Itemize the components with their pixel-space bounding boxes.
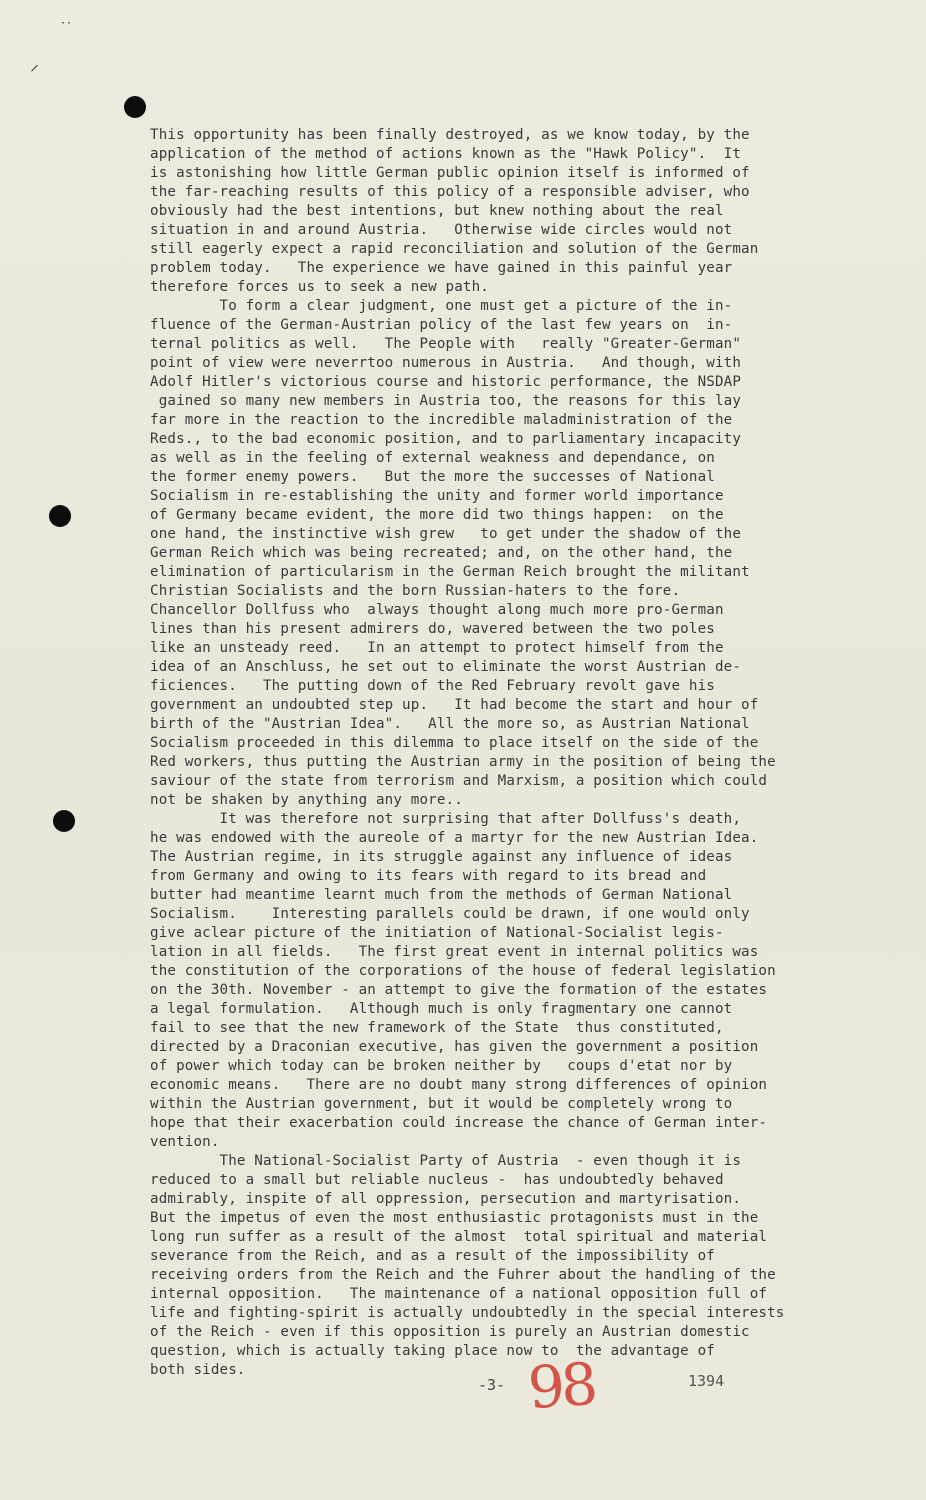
text-line: birth of the "Austrian Idea". All the more so, as Austrian National — [150, 716, 750, 732]
text-line: Adolf Hitler's victorious course and historic performance, the NSDAP — [150, 374, 742, 390]
text-line: Reds., to the bad economic position, and to parliamentary incapacity — [150, 431, 742, 447]
text-line: both sides. — [150, 1362, 246, 1378]
text-line: Socialism proceeded in this dilemma to place itself on the side of the — [150, 735, 759, 751]
text-line: application of the method of actions known as the "Hawk Policy". It — [150, 146, 742, 162]
text-line: long run suffer as a result of the almost total spiritual and material — [150, 1229, 768, 1245]
text-line: Christian Socialists and the born Russian-haters to the fore. — [150, 583, 681, 599]
text-line: Socialism. Interesting parallels could be drawn, if one would only — [150, 906, 750, 922]
text-line: lation in all fields. The first great event in internal politics was — [150, 944, 759, 960]
text-line: The National-Socialist Party of Austria - even though it is — [150, 1153, 742, 1169]
text-line: Red workers, thus putting the Austrian army in the position of being the — [150, 754, 776, 770]
text-line: idea of an Anschluss, he set out to eliminate the worst Austrian de- — [150, 659, 742, 675]
text-line: a legal formulation. Although much is only fragmentary one cannot — [150, 1001, 733, 1017]
page-number: -3- — [478, 1376, 506, 1394]
text-line: question, which is actually taking place now to the advantage of — [150, 1343, 715, 1359]
text-line: as well as in the feeling of external weakness and dependance, on — [150, 450, 715, 466]
text-line: directed by a Draconian executive, has given the government a position — [150, 1039, 759, 1055]
text-line: fluence of the German-Austrian policy of the last few years on in- — [150, 317, 733, 333]
text-line: problem today. The experience we have gained in this painful year — [150, 260, 733, 276]
stamp-number: 1394 — [688, 1372, 725, 1390]
text-line: admirably, inspite of all oppression, persecution and martyrisation. — [150, 1191, 742, 1207]
text-line: fail to see that the new framework of the State thus constituted, — [150, 1020, 724, 1036]
punch-hole-top — [124, 96, 146, 118]
text-line: It was therefore not surprising that after Dollfuss's death, — [150, 811, 742, 827]
text-line: saviour of the state from terrorism and Marxism, a position which could — [150, 773, 768, 789]
text-line: economic means. There are no doubt many strong differences of opinion — [150, 1077, 768, 1093]
text-line: To form a clear judgment, one must get a picture of the in- — [150, 298, 733, 314]
text-line: of Germany became evident, the more did two things happen: on the — [150, 507, 724, 523]
text-line: butter had meantime learnt much from the methods of German National — [150, 887, 733, 903]
text-line: Socialism in re-establishing the unity and former world importance — [150, 488, 724, 504]
text-line: the far-reaching results of this policy of a responsible adviser, who — [150, 184, 750, 200]
text-line: obviously had the best intentions, but knew nothing about the real — [150, 203, 724, 219]
text-line: reduced to a small but reliable nucleus - has undoubtedly behaved — [150, 1172, 724, 1188]
handwritten-folio-number: 98 — [525, 1349, 597, 1423]
text-line: The Austrian regime, in its struggle against any influence of ideas — [150, 849, 733, 865]
text-line: This opportunity has been finally destroyed, as we know today, by the — [150, 127, 750, 143]
document-body — [150, 126, 870, 1380]
text-line: not be shaken by anything any more.. — [150, 792, 463, 808]
text-line: receiving orders from the Reich and the Fuhrer about the handling of the — [150, 1267, 776, 1283]
text-line: of the Reich - even if this opposition is purely an Austrian domestic — [150, 1324, 750, 1340]
text-line: point of view were neverrtoo numerous in Austria. And though, with — [150, 355, 742, 371]
text-line: still eagerly expect a rapid reconciliation and solution of the German — [150, 241, 759, 257]
text-line: life and fighting-spirit is actually undoubtedly in the special interests — [150, 1305, 785, 1321]
text-line: German Reich which was being recreated; and, on the other hand, the — [150, 545, 733, 561]
text-line: internal opposition. The maintenance of a national opposition full of — [150, 1286, 768, 1302]
text-line: vention. — [150, 1134, 220, 1150]
text-line: lines than his present admirers do, wavered between the two poles — [150, 621, 715, 637]
text-line: the former enemy powers. But the more the successes of National — [150, 469, 715, 485]
corner-dots-icon: ·· — [60, 18, 73, 29]
text-line: elimination of particularism in the German Reich brought the militant — [150, 564, 750, 580]
text-line: from Germany and owing to its fears with regard to its bread and — [150, 868, 707, 884]
text-line: ternal politics as well. The People with really "Greater-German" — [150, 336, 742, 352]
text-line: the constitution of the corporations of the house of federal legislation — [150, 963, 776, 979]
text-line: on the 30th. November - an attempt to give the formation of the estates — [150, 982, 768, 998]
text-line: far more in the reaction to the incredible maladministration of the — [150, 412, 733, 428]
text-line: he was endowed with the aureole of a martyr for the new Austrian Idea. — [150, 830, 759, 846]
text-line: therefore forces us to seek a new path. — [150, 279, 489, 295]
text-line: But the impetus of even the most enthusiastic protagonists must in the — [150, 1210, 759, 1226]
text-line: hope that their exacerbation could increase the chance of German inter- — [150, 1115, 768, 1131]
text-line: one hand, the instinctive wish grew to get under the shadow of the — [150, 526, 742, 542]
corner-mark-icon: ⸝ — [30, 54, 39, 75]
text-line: severance from the Reich, and as a result of the impossibility of — [150, 1248, 715, 1264]
text-line: ficiences. The putting down of the Red February revolt gave his — [150, 678, 715, 694]
text-line: situation in and around Austria. Otherwise wide circles would not — [150, 222, 733, 238]
text-line: Chancellor Dollfuss who always thought along much more pro-German — [150, 602, 724, 618]
punch-hole-middle — [49, 505, 71, 527]
text-line: of power which today can be broken neither by coups d'etat nor by — [150, 1058, 733, 1074]
text-line: government an undoubted step up. It had become the start and hour of — [150, 697, 759, 713]
text-line: gained so many new members in Austria too, the reasons for this lay — [150, 393, 742, 409]
text-line: within the Austrian government, but it would be completely wrong to — [150, 1096, 733, 1112]
text-line: is astonishing how little German public opinion itself is informed of — [150, 165, 750, 181]
punch-hole-bottom — [53, 810, 75, 832]
text-line: give aclear picture of the initiation of National-Socialist legis- — [150, 925, 724, 941]
text-line: like an unsteady reed. In an attempt to protect himself from the — [150, 640, 724, 656]
